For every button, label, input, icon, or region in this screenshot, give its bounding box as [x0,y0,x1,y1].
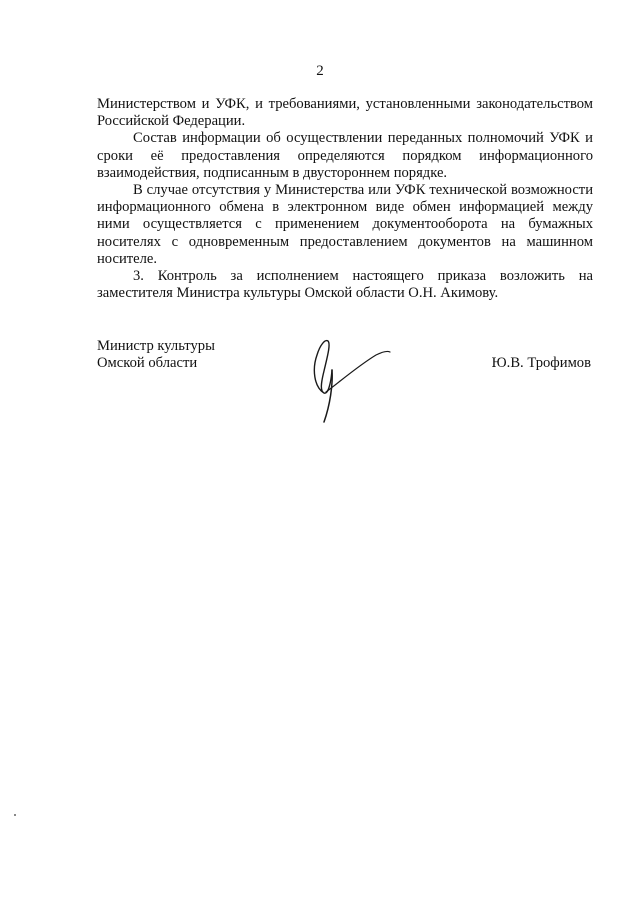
signatory-name: Ю.В. Трофимов [491,355,591,371]
signature-sweep [326,351,390,392]
signatory-title [97,338,215,372]
page-number: 2 [316,63,324,79]
paragraph-continuation: Министерством и УФК, и требованиями, установленными законодательством Российской Федерации. [97,96,593,130]
scan-speck [14,814,16,816]
signatory-title-line1: Министр культуры [97,338,215,354]
signature-loop-stroke [314,341,332,394]
document-body [97,96,593,302]
signatory-title-line2: Омской области [97,355,198,372]
paragraph-paper-exchange: В случае отсутствия у Министерства или УФК технической возможности информационного обмена в электронном виде обмен информацией между ними осуществляется с применением документооборота на бумажных носителях с одновременным предоставлением документов на машинном носителе. [97,182,593,267]
handwritten-signature [300,325,420,430]
paragraph-information-composition: Состав информации об осуществлении переданных полномочий УФК и сроки её предоставления определяются порядком информационного взаимодействия, подписанным в двустороннем порядке. [97,130,593,181]
paragraph-control-clause: 3. Контроль за исполнением настоящего приказа возложить на заместителя Министра культуры Омской области О.Н. Акимову. [97,268,593,302]
